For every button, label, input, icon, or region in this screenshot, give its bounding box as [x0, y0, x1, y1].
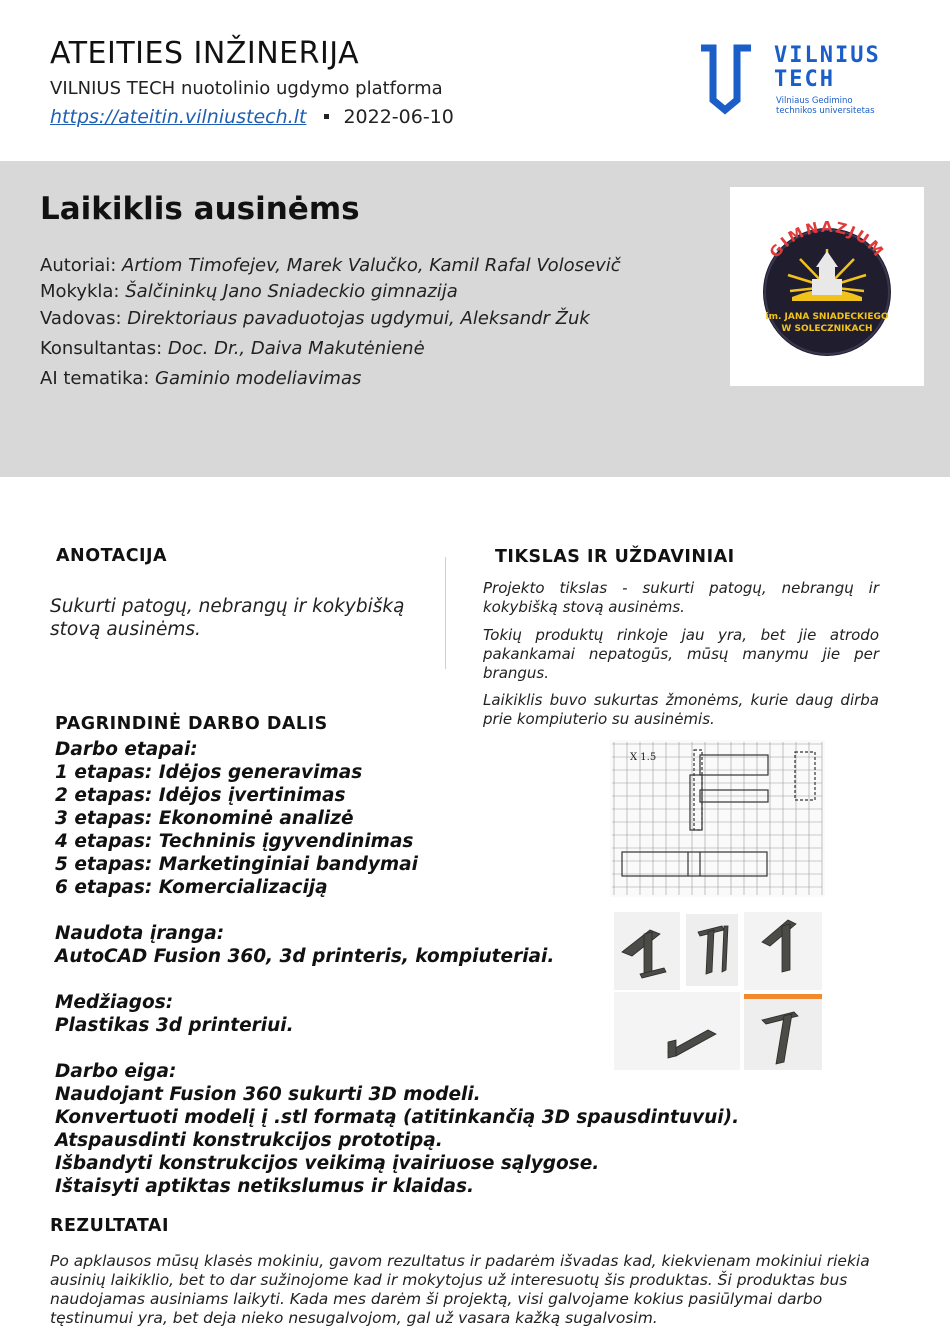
sketch-drawing-icon [610, 740, 825, 897]
stage-item: 3 etapas: Ekonominė analizė [55, 808, 354, 829]
goals-paragraph-3: Laikiklis buvo sukurtas žmonėms, kurie daug dirba prie kompiuterio su ausinėmis. [483, 691, 879, 728]
authors-row [40, 255, 621, 276]
goals-paragraph-1: Projekto tikslas - sukurti patogų, nebrangų ir kokybišką stovą ausinėms. [483, 579, 879, 616]
column-divider [445, 557, 446, 669]
consultant-label: Konsultantas: [40, 338, 163, 359]
results-text: Po apklausos mūsų klasės mokiniu, gavom rezultatus ir padarėm išvadas kad, kiekvienam mokiniui riekia ausinių laikiklio, bet to dar sužinojome kad ir mokytojus už interesuotų šis produktas. Ši produktas bus naudojamas ausiniams laikyti. Kada mes darėm ši projektą, visi galvojame kokius pasiūlymai darbo tęstinumui yra, bet deja nieko nesugalvojom, gal už vasara kažką sugalvosim. [50, 1252, 870, 1327]
authors-label: Autoriai: [40, 255, 117, 276]
sketch-drawing [610, 740, 825, 897]
equipment-value: AutoCAD Fusion 360, 3d printeris, kompiuteriai. [55, 946, 555, 967]
equipment-label: Naudota įranga: [55, 923, 225, 944]
logo-sub-line-1: Vilniaus Gedimino [776, 96, 853, 106]
main-part-heading: PAGRINDINĖ DARBO DALIS [55, 714, 328, 734]
project-title: Laikiklis ausinėms [40, 191, 360, 227]
platform-subtitle: VILNIUS TECH nuotolinio ugdymo platforma [50, 78, 443, 99]
process-step: Ištaisyti aptiktas netikslumus ir klaidas. [55, 1176, 475, 1197]
3d-model-renders-icon [612, 912, 824, 1072]
process-step: Konvertuoti modelį į .stl formatą (atitinkančią 3D spausdintuvui). [55, 1107, 740, 1128]
consultant-row [40, 338, 425, 359]
drawing-scale-label: X 1.5 [630, 752, 657, 763]
consultant-value: Doc. Dr., Daiva Makutėnienė [167, 338, 425, 359]
topic-value: Gaminio modeliavimas [155, 368, 362, 389]
vilnius-tech-logo [697, 44, 907, 120]
supervisor-row [40, 308, 590, 329]
3d-renders [612, 912, 824, 1072]
school-value: Šalčininkų Jano Sniadeckio gimnazija [125, 281, 458, 302]
stage-item: 4 etapas: Techninis įgyvendinimas [55, 831, 414, 852]
topic-label: AI tematika: [40, 368, 150, 389]
goals-paragraph-2: Tokių produktų rinkoje jau yra, bet jie atrodo pakankamai nepatogūs, mūsų manymu jie per brangus. [483, 626, 879, 682]
publish-date: 2022-06-10 [343, 106, 454, 128]
school-label: Mokykla: [40, 281, 120, 302]
materials-label: Medžiagos: [55, 992, 174, 1013]
process-label: Darbo eiga: [55, 1061, 177, 1082]
process-step: Išbandyti konstrukcijos veikimą įvairiuose sąlygose. [55, 1153, 600, 1174]
school-emblem-icon [730, 187, 924, 386]
vilnius-tech-logo-icon [697, 44, 757, 116]
results-heading: REZULTATAI [50, 1216, 169, 1236]
stage-item: 2 etapas: Idėjos įvertinimas [55, 785, 346, 806]
authors-value: Artiom Timofejev, Marek Valučko, Kamil Rafal Volosevič [122, 255, 621, 276]
separator-bullet [324, 114, 329, 119]
topic-row [40, 368, 361, 389]
badge-line-2: W SOLECZNIKACH [781, 324, 873, 334]
stages-label: Darbo etapai: [55, 739, 198, 760]
logo-wordmark [774, 44, 881, 92]
annotation-text: Sukurti patogų, nebrangų ir kokybišką stovą ausinėms. [50, 596, 405, 640]
supervisor-label: Vadovas: [40, 308, 122, 329]
stage-item: 5 etapas: Marketinginiai bandymai [55, 854, 418, 875]
process-step: Naudojant Fusion 360 sukurti 3D modeli. [55, 1084, 481, 1105]
stage-item: 6 etapas: Komercializaciją [55, 877, 328, 898]
supervisor-value: Direktoriaus pavaduotojas ugdymui, Aleksandr Žuk [127, 308, 590, 329]
stage-item: 1 etapas: Idėjos generavimas [55, 762, 363, 783]
process-step: Atspausdinti konstrukcijos prototipą. [55, 1130, 443, 1151]
platform-title: ATEITIES INŽINERIJA [50, 36, 360, 71]
annotation-heading: ANOTACIJA [56, 546, 168, 566]
logo-line-2: TECH [774, 67, 835, 92]
header-link-row [50, 106, 454, 128]
badge-top-text: GIMNAZJUM [765, 217, 889, 262]
materials-value: Plastikas 3d printeriui. [55, 1015, 294, 1036]
logo-subtitle [776, 96, 875, 116]
logo-sub-line-2: technikos universitetas [776, 106, 875, 116]
goals-heading: TIKSLAS IR UŽDAVINIAI [495, 547, 735, 567]
logo-line-1: VILNIUS [774, 43, 881, 68]
school-badge [730, 187, 924, 386]
badge-line-1: im. JANA SNIADECKIEGO [765, 312, 889, 322]
school-row [40, 281, 458, 302]
platform-link[interactable]: https://ateitin.vilniustech.lt [50, 106, 307, 128]
